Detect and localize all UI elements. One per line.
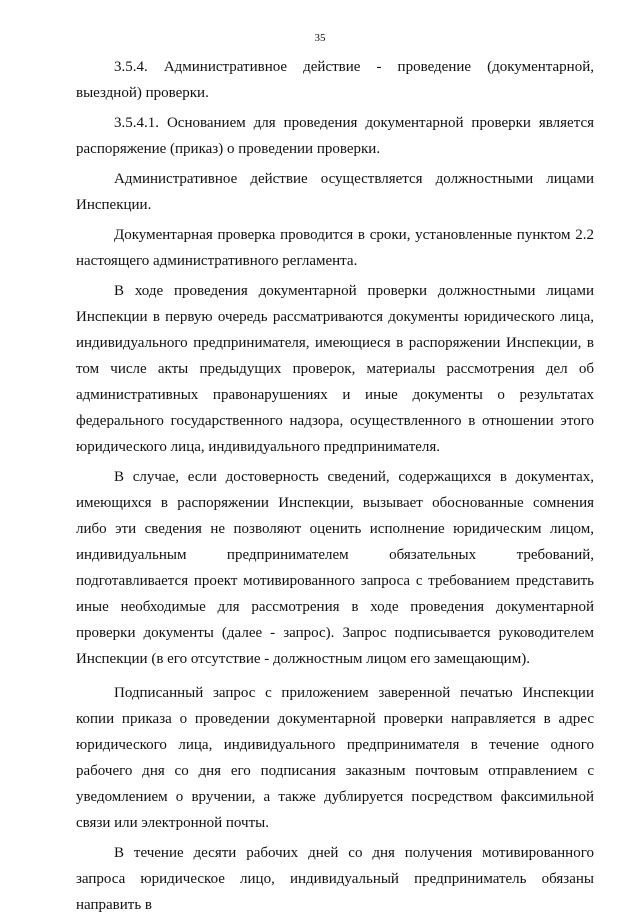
document-body — [76, 54, 594, 918]
paragraph-review-documents: В ходе проведения документарной проверки должностными лицами Инспекции в первую очередь рассматриваются документы юридического лица, индивидуального предпринимателя, имеющиеся в распоряжении Инспекции, в том числе акты предыдущих проверок, материалы рассмотрения дел об административных правонарушениях и иные документы о результатах федерального государственного надзора, осуществленного в отношении этого юридического лица, индивидуального предпринимателя. — [76, 283, 594, 455]
paragraph-request-preparation: В случае, если достоверность сведений, содержащихся в документах, имеющихся в распоряжении Инспекции, вызывает обоснованные сомнения либо эти сведения не позволяют оценить исполнение юридическим лицом, индивидуальным предпринимателем обязательных требований, подготавливается проект мотивированного запроса с требованием представить иные необходимые для рассмотрения в ходе проведения документарной проверки документы (далее - запрос). Запрос подписывается руководителем Инспекции (в его отсутствие - должностным лицом его замещающим). — [76, 469, 594, 667]
page-number: 35 — [314, 32, 326, 44]
paragraph-section-3-5-4: 3.5.4. Административное действие - проведение (документарной, выездной) проверки. — [76, 59, 594, 101]
paragraph-request-sending: Подписанный запрос с приложением заверенной печатью Инспекции копии приказа о проведении документарной проверки направляется в адрес юридического лица, индивидуального предпринимателя в течение одного рабочего дня со дня его подписания заказным почтовым отправлением с уведомлением о вручении, а также дублируется посредством факсимильной связи или электронной почты. — [76, 685, 594, 831]
paragraph-administrative-action: Административное действие осуществляется должностными лицами Инспекции. — [76, 171, 594, 213]
paragraph-section-3-5-4-1: 3.5.4.1. Основанием для проведения документарной проверки является распоряжение (приказ) о проведении проверки. — [76, 115, 594, 157]
paragraph-response-deadline: В течение десяти рабочих дней со дня получения мотивированного запроса юридическое лицо, индивидуальный предприниматель обязаны направить в — [76, 845, 594, 913]
paragraph-inspection-terms: Документарная проверка проводится в сроки, установленные пунктом 2.2 настоящего административного регламента. — [76, 227, 594, 269]
